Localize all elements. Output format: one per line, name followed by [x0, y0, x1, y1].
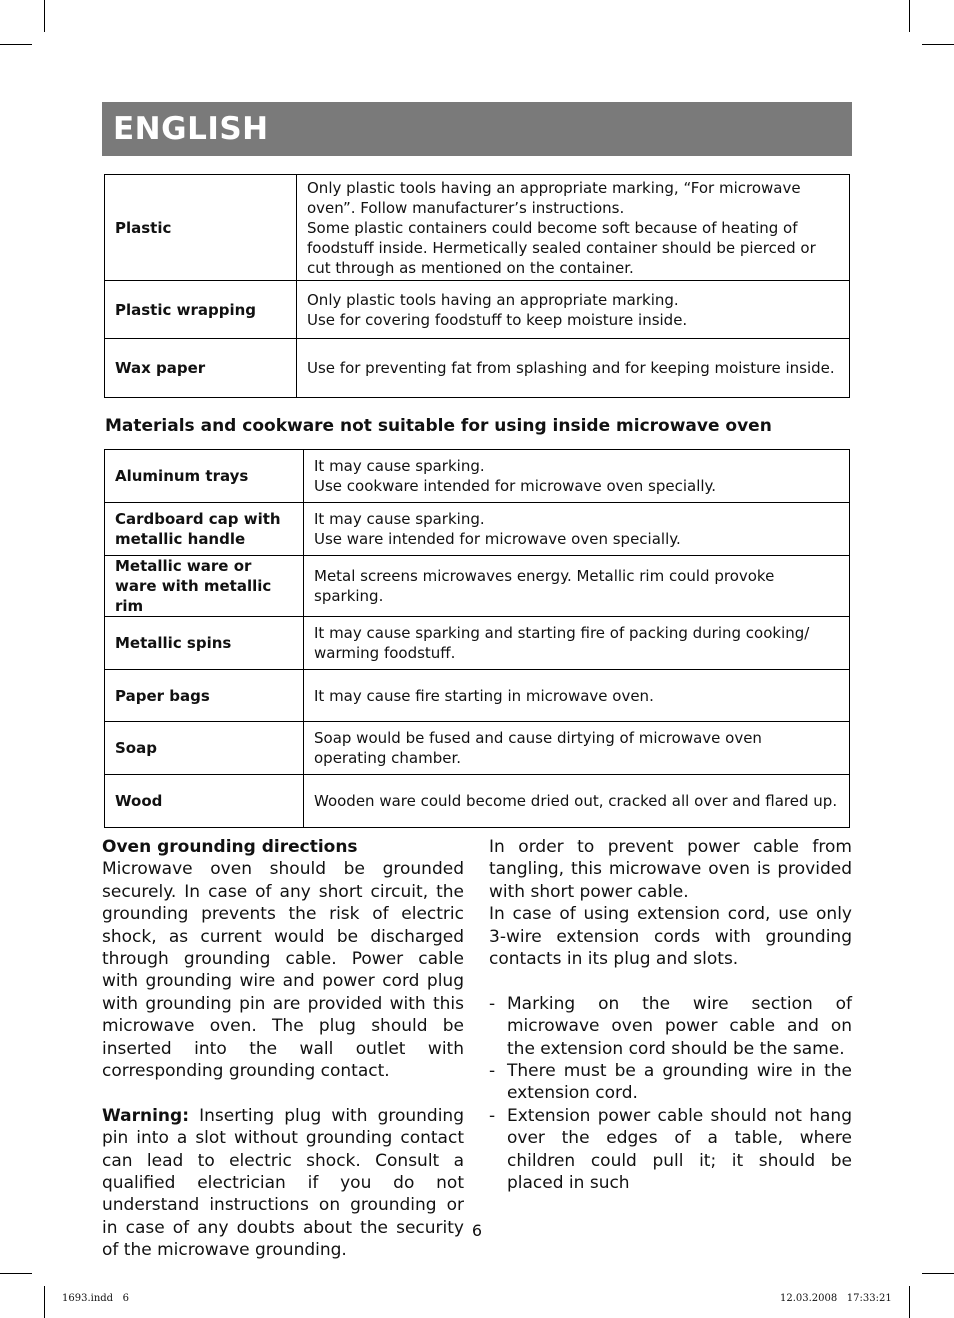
crop-mark — [44, 0, 45, 32]
list-item — [489, 993, 852, 1060]
material-description: Only plastic tools having an appropriate marking. Use for covering foodstuff to keep moisture inside. — [297, 281, 850, 339]
warning-text: Inserting plug with grounding pin into a slot without grounding contact can lead to electric shock. Consult a qualified electrician if you do not understand instructions on grounding or in case of any doubts about the security of the microwave grounding. — [102, 1105, 465, 1261]
material-name: Paper bags — [105, 670, 304, 722]
table-row — [105, 617, 850, 670]
material-name: Cardboard cap with metallic handle — [105, 503, 304, 556]
table-row — [105, 722, 850, 775]
extension-paragraph: In case of using extension cord, use only 3-wire extension cords with grounding contacts in its plug and slots. — [489, 904, 852, 970]
material-name: Wax paper — [105, 339, 297, 398]
material-description: It may cause sparking and starting fire of packing during cooking/ warming foodstuff. — [304, 617, 850, 670]
crop-mark — [0, 44, 32, 45]
table-row — [105, 670, 850, 722]
material-description: Only plastic tools having an appropriate marking, “For microwave oven”. Follow manufacturer’s instructions. Some plastic containers could become soft because of heating of foodstuff inside. Hermetically sealed container should be pierced or cut through as mentioned on the container. — [297, 175, 850, 281]
table-row — [105, 175, 850, 281]
table-row — [105, 556, 850, 617]
material-name: Wood — [105, 775, 304, 828]
table-row — [105, 450, 850, 503]
material-description: Use for preventing fat from splashing and for keeping moisture inside. — [297, 339, 850, 398]
crop-mark — [909, 1286, 910, 1318]
list-item-text: Marking on the wire section of microwave oven power cable and on the extension cord should be the same. — [507, 993, 852, 1059]
crop-mark — [909, 0, 910, 32]
table-row — [105, 775, 850, 828]
table-row — [105, 281, 850, 339]
list-item-text: Extension power cable should not hang over the edges of a table, where children could pull it; it should be placed in such — [507, 1105, 852, 1194]
language-title: ENGLISH — [113, 111, 269, 147]
material-name: Metallic ware or ware with metallic rim — [105, 556, 304, 617]
grounding-heading: Oven grounding directions — [102, 837, 358, 857]
text-column-left — [102, 836, 464, 1262]
warning-label: Warning: — [102, 1105, 190, 1126]
text-column-right — [489, 836, 852, 1194]
language-header — [102, 102, 852, 156]
list-item-text: There must be a grounding wire in the extension cord. — [507, 1061, 852, 1104]
bullet-dash: - — [489, 993, 496, 1014]
material-name: Plastic wrapping — [105, 281, 297, 339]
crop-mark — [44, 1286, 45, 1318]
cable-paragraph: In order to prevent power cable from tangling, this microwave oven is provided with short power cable. — [489, 837, 852, 902]
spacer — [102, 1082, 464, 1104]
material-name: Aluminum trays — [105, 450, 304, 503]
material-name: Soap — [105, 722, 304, 775]
material-description: Wooden ware could become dried out, cracked all over and flared up. — [304, 775, 850, 828]
material-description: Soap would be fused and cause dirtying of microwave oven operating chamber. — [304, 722, 850, 775]
material-name: Plastic — [105, 175, 297, 281]
material-description: It may cause sparking. Use cookware intended for microwave oven specially. — [304, 450, 850, 503]
spacer — [489, 970, 852, 992]
bullet-dash: - — [489, 1061, 496, 1082]
table-row — [105, 503, 850, 556]
table-row — [105, 339, 850, 398]
grounding-paragraph: Microwave oven should be grounded securely. In case of any short circuit, the grounding prevents the risk of electric shock, as current would be discharged through grounding cable. Power cable with grounding wire and power cord plug with grounding pin are provided with this microwave oven. The plug should be inserted into the wall outlet with corresponding grounding contact. — [102, 859, 464, 1082]
unsuitable-materials-table — [104, 449, 850, 828]
material-description: Metal screens microwaves energy. Metallic rim could provoke sparking. — [304, 556, 850, 617]
unsuitable-section-title: Materials and cookware not suitable for using inside microwave oven — [105, 416, 772, 436]
list-item — [489, 1060, 852, 1105]
suitable-materials-table — [104, 174, 850, 398]
date-info: 12.03.2008 17:33:21 — [780, 1293, 892, 1304]
material-name: Metallic spins — [105, 617, 304, 670]
material-description: It may cause fire starting in microwave oven. — [304, 670, 850, 722]
crop-mark — [922, 44, 954, 45]
file-info: 1693.indd 6 — [62, 1293, 129, 1304]
page-number: 6 — [471, 1221, 483, 1240]
bullet-dash: - — [489, 1105, 496, 1126]
material-description: It may cause sparking. Use ware intended for microwave oven specially. — [304, 503, 850, 556]
extension-cord-list — [489, 993, 852, 1195]
crop-mark — [0, 1273, 32, 1274]
crop-mark — [922, 1273, 954, 1274]
list-item — [489, 1105, 852, 1195]
